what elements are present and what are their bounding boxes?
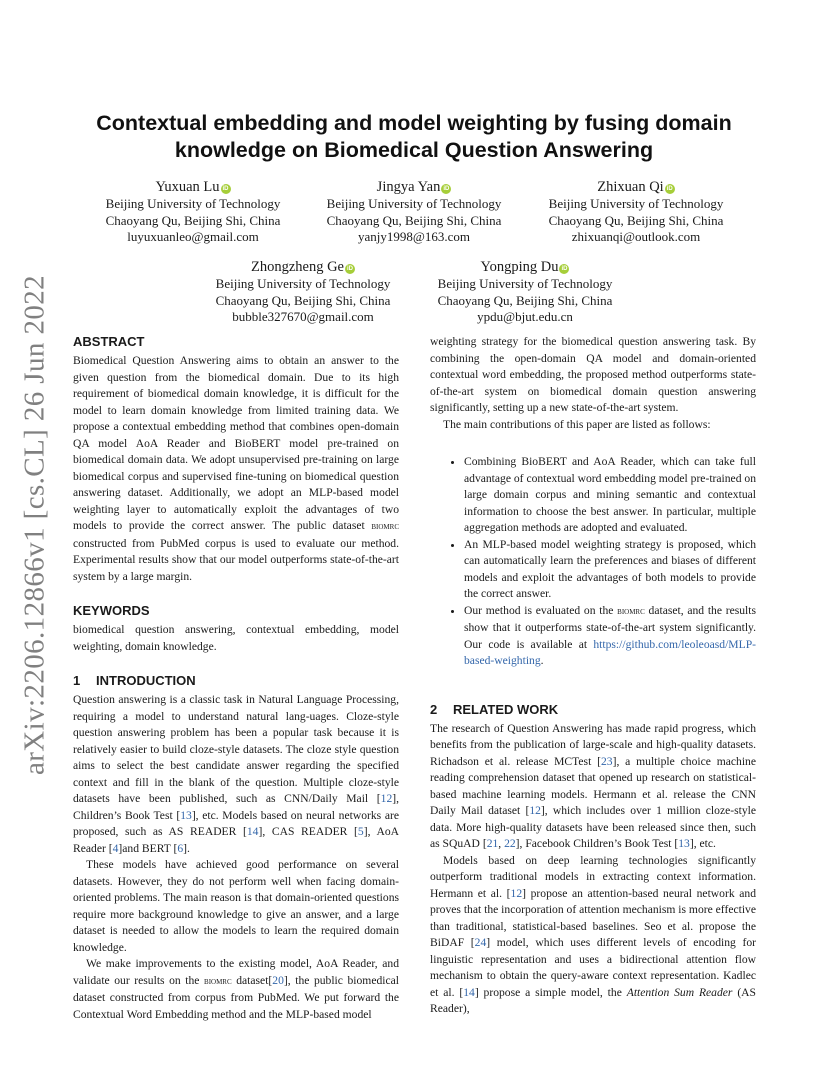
related-heading bbox=[430, 702, 756, 718]
author-affiliation: Beijing University of Technology bbox=[548, 196, 724, 211]
author-block-1 bbox=[86, 179, 300, 246]
biomrc-term: biomrc bbox=[204, 975, 232, 987]
intro-paragraph-3-cont: weighting strategy for the biomedical question answering task. By combining the open-domain QA model and domain-oriented contextual word embedding, the proposed method outperforms state-of-the-art system on biomedical domain question answering significantly, setting up a new state-of-the-art system. bbox=[430, 335, 756, 414]
model-name: Attention Sum Reader bbox=[626, 985, 733, 999]
author-name: Zhongzheng Ge bbox=[250, 259, 344, 275]
related-paragraph-2: Models based on deep learning technologies significantly outperform traditional models in extracting context information. Hermann et al. [12] propose an attention-based neural network and proves that the incorporation of attention mechanism is more effective than traditional, statistical-based baselines. Seo et al. propose the BiDAF [24] model, which uses different levels of encoding for linguistic representation and uses a bidirectional attention flow mechanism to obtain the query-aware context representation. Kadlec et al. [14] propose a simple model, the Attention Sum Reader (AS Reader), bbox=[430, 853, 756, 1015]
orcid-icon[interactable]: iD bbox=[666, 186, 673, 192]
orcid-icon[interactable]: iD bbox=[443, 186, 450, 192]
keywords-heading: KEYWORDS bbox=[73, 603, 150, 618]
citation-link[interactable]: 23 bbox=[600, 754, 613, 768]
citation-link[interactable]: 14 bbox=[246, 825, 259, 838]
intro-paragraph-4: The main contributions of this paper are listed as follows: bbox=[443, 417, 711, 431]
list-item: • An MLP-based model weighting strategy is proposed, which can automatically learn the preferences and biases of different models and exploit the advantages of both models to provide the correct answer. bbox=[464, 537, 756, 603]
author-address: Chaoyang Qu, Beijing Shi, China bbox=[105, 212, 281, 228]
section-number: 2 bbox=[430, 701, 438, 717]
title-line-2: knowledge on Biomedical Question Answering bbox=[174, 138, 654, 162]
citation-link[interactable]: 21 bbox=[486, 837, 499, 850]
orcid-icon[interactable]: iD bbox=[561, 266, 568, 272]
author-address: Chaoyang Qu, Beijing Shi, China bbox=[437, 292, 613, 308]
citation-link[interactable]: 4 bbox=[112, 841, 119, 855]
biomrc-term: biomrc bbox=[371, 521, 399, 532]
citation-link[interactable]: 12 bbox=[529, 804, 541, 817]
paper-title bbox=[60, 110, 768, 164]
contribution-list bbox=[430, 454, 756, 670]
citation-link[interactable]: 24 bbox=[474, 936, 487, 949]
author-address: Chaoyang Qu, Beijing Shi, China bbox=[215, 292, 391, 308]
citation-link[interactable]: 14 bbox=[463, 985, 475, 999]
code-link[interactable]: https://github.com/leoleoasd/MLP-based-weighting bbox=[464, 637, 756, 667]
citation-link[interactable]: 12 bbox=[510, 886, 523, 900]
author-name: Jingya Yan bbox=[376, 179, 441, 195]
section-number: 1 bbox=[73, 673, 81, 688]
intro-paragraph-1: Question answering is a classic task in Natural Language Processing, requiring a model to understand natural lang-uages. Cloze-style question answering problem has been a popular task because it is relatively easier to build cloze-style datasets. The cloze style question aims to select the best candidate answer regarding the specified context and fill in the blank of the question. Multiple cloze-style datasets have been published, such as CNN/Daily Mail [12], Children’s Book Test [13], etc. Models based on neural networks are proposed, such as AS READER [14], CAS READER [5], AoA Reader [4]and BERT [6]. bbox=[73, 693, 399, 855]
orcid-icon[interactable]: iD bbox=[347, 266, 353, 272]
author-affiliation: Beijing University of Technology bbox=[215, 276, 391, 291]
author-email: luyuxuanleo@gmail.com bbox=[127, 229, 259, 244]
abstract-text: Biomedical Question Answering aims to obtain an answer to the given question from the biomedical domain. Due to its high requirement of biomedical domain knowledge, it is difficult for the model to learn domain knowledge from limited training data. We propose a contextual embedding method that combines open-domain QA model AoA Reader and BioBERT model pre-trained on biomedical domain data. We adopt unsupervised pre-training on large biomedical corpus and supervised fine-tuning on biomedical question answering dataset. Additionally, we adopt an MLP-based model weighting layer to automatically exploit the advantages of two models to provide the correct answer. The public dataset biomrc constructed from PubMed corpus is used to evaluate our method. Experimental results show that our model outperforms state-of-the-art system by a large margin. bbox=[73, 354, 399, 583]
author-affiliation: Beijing University of Technology bbox=[105, 196, 281, 211]
section-title: RELATED WORK bbox=[453, 701, 559, 717]
citation-link[interactable]: 20 bbox=[272, 973, 284, 987]
right-column bbox=[430, 334, 756, 1018]
title-line-1: Contextual embedding and model weighting by fusing domain bbox=[96, 111, 732, 135]
related-paragraph-1: The research of Question Answering has made rapid progress, which benefits from the publication of large-scale and high-quality datasets. Richadson et al. release MCTest [23], a multiple choice machine reading comprehension dataset that opened up research on statistical-based machine learning models. Hermann et al. release the CNN Daily Mail dataset [12], which includes over 1 million cloze-style data. More high-quality datasets have been released since then, such as SQuAD [21, 22], Facebook Children’s Book Test [13], etc. bbox=[430, 721, 756, 850]
section-title: INTRODUCTION bbox=[96, 673, 196, 688]
intro-paragraph-2: These models have achieved good performance on several datasets. However, they do not perform well when facing domain-oriented problems. The main reason is that domain-oriented questions require more background knowledge to give an answer, and a large dataset is needed to allow the models to learn the required domain knowledge. bbox=[73, 858, 399, 954]
citation-link[interactable]: 6 bbox=[177, 841, 184, 855]
author-block-2 bbox=[307, 179, 521, 246]
author-email: zhixuanqi@outlook.com bbox=[571, 229, 701, 244]
orcid-icon[interactable]: iD bbox=[222, 186, 229, 192]
author-affiliation: Beijing University of Technology bbox=[326, 196, 502, 211]
abstract-heading: ABSTRACT bbox=[73, 334, 145, 349]
list-item: • Our method is evaluated on the biomrc dataset, and the results show that it outperforms state-of-the-art system significantly. Our code is available at https://github.com/leoleoasd/MLP-based-weighting. bbox=[464, 603, 756, 670]
author-email: ypdu@bjut.edu.cn bbox=[477, 309, 573, 324]
citation-link[interactable]: 5 bbox=[357, 825, 364, 838]
citation-link[interactable]: 13 bbox=[180, 808, 192, 822]
biomrc-term: biomrc bbox=[617, 605, 645, 617]
author-block-5 bbox=[418, 259, 632, 326]
author-affiliation: Beijing University of Technology bbox=[437, 276, 613, 291]
author-name: Yongping Du bbox=[480, 259, 559, 275]
list-item: • Combining BioBERT and AoA Reader, which can take full advantage of contextual word embedding model pre-trained on large domain corpus and mining semantic and contextual information to choose the best answer. In particular, multiple aggregation methods are adopted and evaluated. bbox=[464, 454, 756, 537]
author-name: Zhixuan Qi bbox=[597, 179, 664, 195]
arxiv-stamp: arXiv:2206.12866v1 [cs.CL] 26 Jun 2022 bbox=[18, 274, 51, 775]
citation-link[interactable]: 13 bbox=[678, 837, 690, 850]
left-column bbox=[73, 334, 399, 1023]
author-address: Chaoyang Qu, Beijing Shi, China bbox=[326, 212, 502, 228]
intro-heading bbox=[73, 673, 399, 689]
author-email: yanjy1998@163.com bbox=[358, 229, 470, 244]
citation-link[interactable]: 12 bbox=[380, 792, 393, 805]
author-name: Yuxuan Lu bbox=[155, 179, 220, 195]
citation-link[interactable]: 22 bbox=[504, 837, 516, 850]
author-address: Chaoyang Qu, Beijing Shi, China bbox=[548, 212, 724, 228]
author-block-4 bbox=[196, 259, 410, 326]
author-block-3 bbox=[529, 179, 743, 246]
keywords-text: biomedical question answering, contextual embedding, model weighting, domain knowledge. bbox=[73, 623, 399, 653]
author-email: bubble327670@gmail.com bbox=[232, 309, 374, 324]
intro-paragraph-3: We make improvements to the existing model, AoA Reader, and validate our results on the biomrc dataset[20], the public biomedical dataset constructed from corpus from PubMed. We put forward the Contextual Word Embedding method and the MLP-based model bbox=[73, 957, 400, 1021]
